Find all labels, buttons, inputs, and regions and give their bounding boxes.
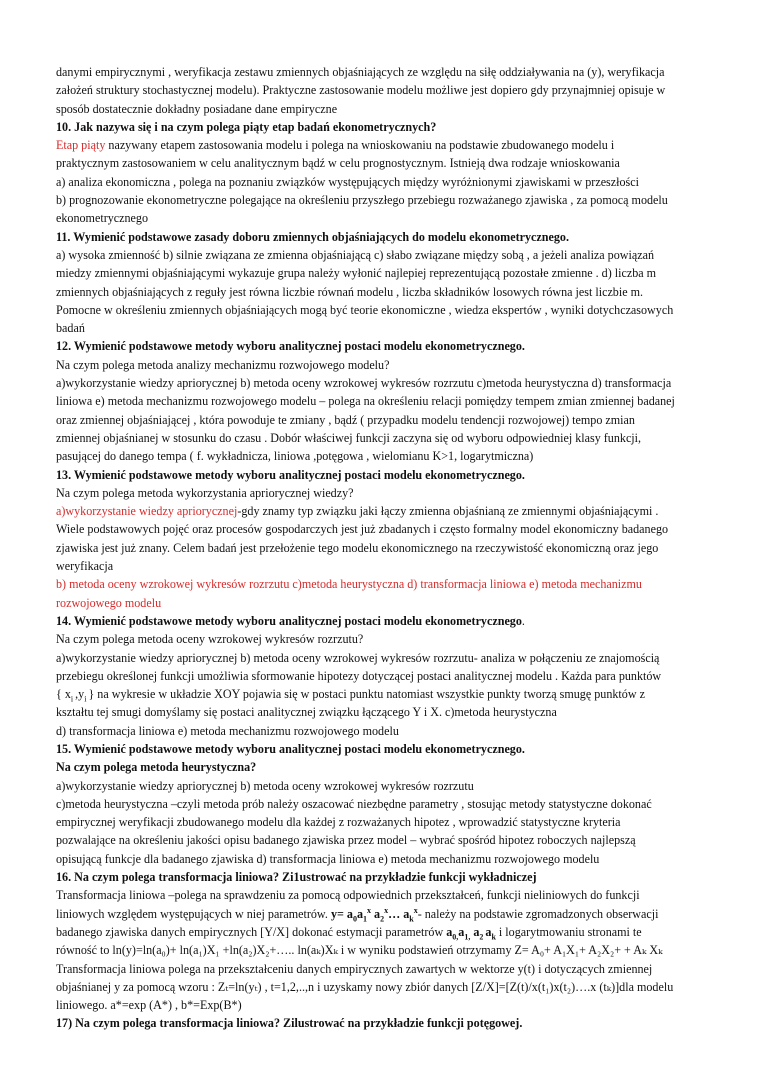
formula-part: a — [371, 906, 381, 921]
answer-line: miedzy zmiennymi objaśniającymi wykazuje grupa należy wyłonić najlepiej reprezentującą pozostałe zmienne . d) liczba m — [56, 266, 657, 281]
answer-line: kształtu tej smugi domyślamy się postaci analitycznej związku łączącego Y i X. c)metoda heurystyczna — [56, 705, 557, 720]
question-15 — [56, 740, 706, 868]
formula-part: a — [446, 924, 453, 939]
answer-line: c)metoda heurystyczna –czyli metoda prób należy oszacować niezbędne parametry , stosując metody statystyczne dokonać — [56, 796, 652, 811]
answer-line: opisującą funkcje dla badanego zjawiska d) transformacja liniowa e) metoda mechanizmu rozwojowego modelu — [56, 851, 600, 866]
subscript: 2 — [479, 932, 486, 942]
answer-line: Transformacja liniowa –polega na sprawdzeniu za pomocą odpowiednich przekształceń, funkcji nieliniowych do funkcji — [56, 888, 640, 903]
question-11 — [56, 228, 706, 338]
question-15-heading: 15. Wymienić podstawowe metody wyboru analitycznej postaci modelu ekonometrycznego. — [56, 741, 525, 756]
question-14 — [56, 612, 706, 740]
question-12 — [56, 337, 706, 465]
answer-line: oraz zmiennej objaśniającej , która powoduje te zmiany , bądź ( przypadku modelu tendencji rozwojowej) tempo zmian — [56, 412, 635, 427]
question-11-heading: 11. Wymienić podstawowe zasady doboru zmiennych objaśniających do modelu ekonometrycznego. — [56, 229, 569, 244]
answer-text: nazywany etapem zastosowania modelu i polega na wnioskowaniu na podstawie zbudowanego modelu i — [105, 138, 615, 153]
answer-line: przebiegu określonej funkcji umożliwia sformowanie hipotezy dotyczącej postaci analitycznej modelu . Każda para punktów — [56, 668, 662, 683]
formula-part: a — [458, 924, 465, 939]
answer-line: empirycznej weryfikacji zbudowanego modelu dla każdej z rozważanych hipotez , wprowadzić statystyczne kryteria — [56, 815, 621, 830]
formula-part: y= a — [330, 906, 353, 921]
question-13-subquestion: Na czym polega metoda wykorzystania apriorycznej wiedzy? — [56, 485, 354, 500]
question-14-heading-line — [56, 612, 706, 630]
answer-line: pasującej do danego tempa ( f. wykładnicza, liniowa ,potęgowa , wielomianu K>1, logarytmiczna) — [56, 449, 534, 464]
subscript: 0 — [352, 914, 357, 924]
question-10-heading: 10. Jak nazywa się i na czym polega piąty etap badań ekonometrycznych? — [56, 119, 437, 134]
answer-line: a)wykorzystanie wiedzy apriorycznej b) metoda oceny wzrokowej wykresów rozrzutu c)metoda heurystyczna d) transformacja — [56, 376, 672, 391]
subscript: 0, — [452, 932, 459, 942]
answer-line: badań — [56, 321, 85, 336]
question-14-heading: 14. Wymienić podstawowe metody wyboru analitycznej postaci modelu ekonometrycznego — [56, 613, 522, 628]
formula-part: a — [356, 906, 363, 921]
question-10 — [56, 118, 706, 228]
formula-part: a — [470, 924, 480, 939]
formula-exponential — [330, 905, 418, 924]
subscript: k — [409, 914, 414, 924]
superscript: x — [367, 905, 371, 915]
answer-line: a)wykorzystanie wiedzy apriorycznej b) metoda oceny wzrokowej wykresów rozrzutu- analiza w połączeniu ze znajomością — [56, 650, 660, 665]
question-13 — [56, 466, 706, 612]
subscript: 2 — [380, 914, 385, 924]
answer-line: b) prognozowanie ekonometryczne polegające na określeniu przyszłego przebiegu rozważanego zjawiska , za pomocą modelu — [56, 193, 668, 208]
pair-text: ,y — [75, 687, 85, 702]
answer-line: a) analiza ekonomiczna , polega na poznaniu związków występujących między wyróżnionymi zjawiskami w przeszłości — [56, 174, 639, 189]
subscript: 1 — [363, 914, 367, 924]
superscript: x — [413, 905, 418, 915]
highlighted-line: rozwojowego modelu — [56, 595, 162, 610]
answer-line: zmiennych objaśniających z reguły jest równa liczbie równań modelu , liczba składników losowych równa jest liczbie m. — [56, 284, 644, 299]
intro-line: założeń struktury stochastycznej modelu). Praktyczne zastosowanie modelu możliwe jest dopiero gdy przynajmniej opisuje w — [56, 83, 666, 98]
answer-line: ekonometrycznego — [56, 211, 149, 226]
answer-line: Na czym polega metoda oceny wzrokowej wykresów rozrzutu? — [56, 632, 364, 647]
answer-text: - należy na podstawie zgromadzonych obserwacji — [417, 906, 659, 921]
document-body — [56, 63, 706, 1033]
answer-line — [56, 685, 706, 703]
formula-part: a — [485, 924, 492, 939]
answer-line: zmiennej objaśnianej w stosunku do czasu . Dobór właściwej funkcji zaczyna się od wyboru odpowiedniej klasy funkcji, — [56, 430, 642, 445]
answer-line: a) wysoka zmienność b) silnie związana ze zmienna objaśniającą c) słabo związane między sobą , a jeżeli analiza powiązań — [56, 247, 655, 262]
answer-line: d) transformacja liniowa e) metoda mechanizmu rozwojowego modelu — [56, 723, 399, 738]
answer-line: objaśnianej y za pomocą wzoru : Zₜ=ln(yₜ) , t=1,2,..,n i uzyskamy nowy zbiór danych [Z/X]=[Z(t)/x(t₁)x(t₂)….x (tₖ)]dla modelu — [56, 979, 674, 994]
subscript: 1, — [464, 932, 471, 942]
answer-line: praktycznym zastosowaniem w celu analitycznym bądź w celu prognostycznym. Istnieją dwa rodzaje wnioskowania — [56, 156, 620, 171]
answer-line: Wiele podstawowych pojęć oraz procesów gospodarczych jest już zbadanych i często formalny model ekonomiczny badanego — [56, 522, 669, 537]
question-17 — [56, 1014, 706, 1032]
question-13-heading: 13. Wymienić podstawowe metody wyboru analitycznej postaci modelu ekonometrycznego. — [56, 467, 525, 482]
answer-line: Transformacja liniowa polega na przekształceniu danych empirycznych zawartych w wektorze y(t) i dotyczących zmiennej — [56, 961, 653, 976]
question-16-heading: 16. Na czym polega transformacja liniowa? Zi1ustrować na przykładzie funkcji wykładniczej — [56, 870, 537, 885]
subscript: i — [84, 694, 89, 704]
answer-line: weryfikacja — [56, 559, 114, 574]
question-16 — [56, 868, 706, 1014]
question-15-subheading: Na czym polega metoda heurystyczna? — [56, 760, 257, 775]
highlighted-term: a)wykorzystanie wiedzy apriorycznej — [56, 504, 238, 519]
answer-text: liniowych względem występujących w niej parametrów. — [56, 906, 331, 921]
answer-line: zjawiska jest już znany. Celem badań jest przełożenie tego modelu ekonomicznego na rzeczywistość ekonomiczną oraz jego — [56, 540, 659, 555]
answer-line — [56, 923, 706, 941]
heading-tail: . — [521, 613, 525, 628]
question-12-heading: 12. Wymienić podstawowe metody wyboru analitycznej postaci modelu ekonometrycznego. — [56, 339, 525, 354]
subscript: i — [70, 694, 76, 704]
answer-line: Pomocne w określeniu zmiennych objaśniających mogą być teorie ekonomiczne , wiedza ekspertów , wyniki dotychczasowych — [56, 302, 674, 317]
question-17-heading: 17) Na czym polega transformacja liniowa? Zilustrować na przykładzie funkcji potęgowej. — [56, 1016, 523, 1031]
parameters-list — [446, 924, 496, 942]
answer-line: a)wykorzystanie wiedzy apriorycznej b) metoda oceny wzrokowej wykresów rozrzutu — [56, 778, 474, 793]
answer-line: Na czym polega metoda analizy mechanizmu rozwojowego modelu? — [56, 357, 390, 372]
formula-part: … a — [388, 906, 410, 921]
answer-line: liniowa e) metoda mechanizmu rozwojowego modelu – polega na określeniu relacji pomiędzy tempem zmian zmiennej badanej — [56, 394, 675, 409]
answer-line: pozwalające na określeniu jakości opisu badanego zjawiska przez model – wybrać spośród hipotez roboczych najlepszą — [56, 833, 636, 848]
answer-text: -gdy znamy typ związku jaki łączy zmienna objaśnianą ze zmiennymi objaśniającymi . — [237, 504, 659, 519]
answer-text: } na wykresie w układzie XOY pojawia się w postaci punktu natomiast wszystkie punkty tworzą smugę punktów z — [88, 687, 645, 702]
answer-line — [56, 136, 706, 154]
answer-text: i logarytmowaniu stronami te — [495, 924, 642, 939]
intro-line: danymi empirycznymi , weryfikacja zestawu zmiennych objaśniających ze względu na siłę oddziaływania na (y), weryfikacja — [56, 65, 665, 79]
intro-line: sposób dostatecznie dokładny posiadane dane empiryczne — [56, 101, 338, 116]
answer-line: równość to ln(y)=ln(a₀)+ ln(a₁)X₁ +ln(a₂)X₂+….. ln(aₖ)Xₖ i w wyniku podstawień otrzymamy Z= A₀+ A₁X₁+ A₂X₂+ + Aₖ Xₖ — [56, 943, 663, 958]
highlighted-term: Etap piąty — [56, 138, 106, 153]
answer-text: badanego zjawiska danych empirycznych [Y/X] dokonać estymacji parametrów — [56, 924, 447, 939]
answer-line — [56, 502, 706, 520]
intro-paragraph — [56, 63, 706, 118]
pair-text: { x — [56, 687, 71, 702]
subscript: k — [491, 932, 496, 942]
superscript: x — [384, 905, 389, 915]
answer-line — [56, 905, 706, 923]
highlighted-line: b) metoda oceny wzrokowej wykresów rozrzutu c)metoda heurystyczna d) transformacja liniowa e) metoda mechanizmu — [56, 577, 642, 592]
answer-line: liniowego. a*=exp (A*) , b*=Exp(B*) — [56, 998, 242, 1013]
